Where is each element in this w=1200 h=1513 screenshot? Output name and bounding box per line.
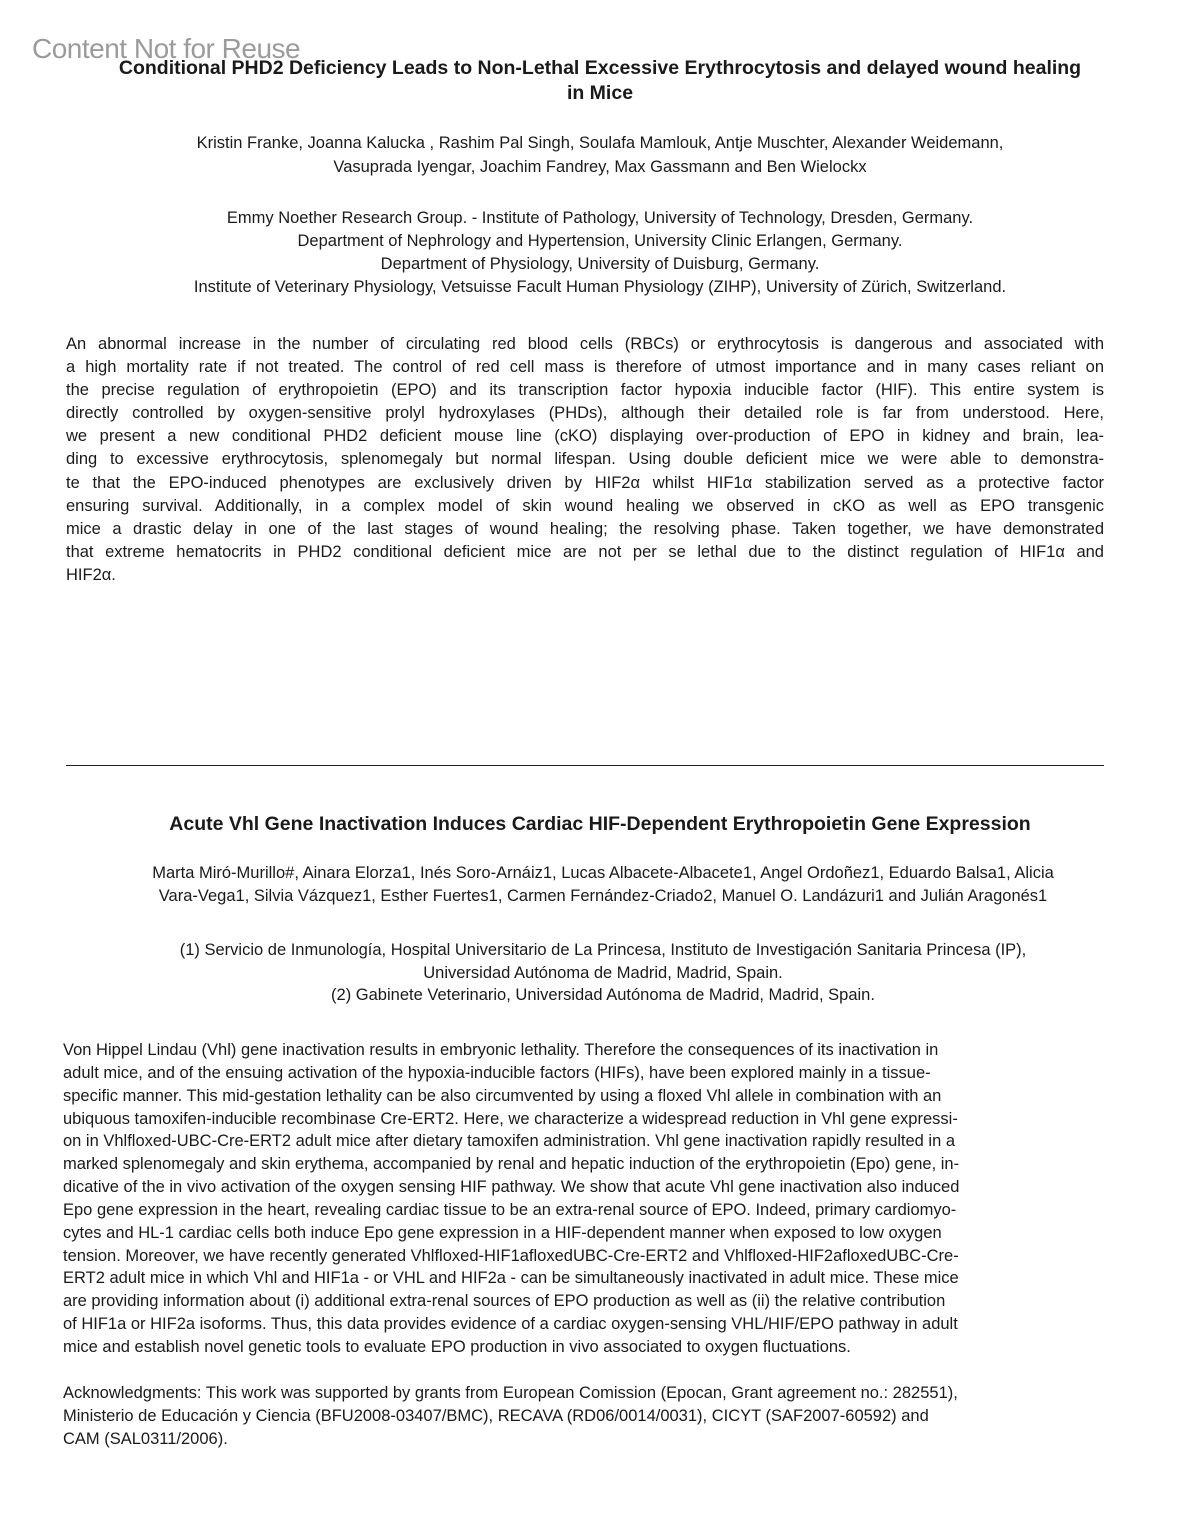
text-line: we present a new conditional PHD2 deficient mouse line (cKO) displaying over-production of EPO in kidney and brain, lea- bbox=[66, 427, 1104, 446]
text-line: Acute Vhl Gene Inactivation Induces Cardiac HIF-Dependent Erythropoietin Gene Expression bbox=[169, 813, 1031, 835]
section-divider bbox=[66, 765, 1104, 766]
text-line: mice a drastic delay in one of the last stages of wound healing; the resolving phase. Taken together, we have demonstrated bbox=[66, 519, 1104, 538]
text-line: adult mice, and of the ensuing activation of the hypoxia-inducible factors (HIFs), have been explored mainly in a tissue- bbox=[63, 1063, 931, 1082]
text-line: Ministerio de Educación y Ciencia (BFU2008-03407/BMC), RECAVA (RD06/0014/0031), CICYT (SAF2007-60592) and bbox=[63, 1407, 929, 1425]
abstract1-body bbox=[66, 333, 1104, 587]
text-line: ensuring survival. Additionally, in a complex model of skin wound healing we observed in cKO as well as EPO transgenic bbox=[66, 496, 1104, 515]
abstract1-affiliations bbox=[60, 207, 1140, 299]
text-line: Vara-Vega1, Silvia Vázquez1, Esther Fuertes1, Carmen Fernández-Criado2, Manuel O. Landázuri1 and Julián Aragonés1 bbox=[158, 887, 1048, 905]
text-line: mice and establish novel genetic tools to evaluate EPO production in vivo associated to oxygen fluctuations. bbox=[63, 1337, 851, 1356]
text-line: Vasuprada Iyengar, Joachim Fandrey, Max Gassmann and Ben Wielockx bbox=[333, 158, 867, 176]
text-line: Institute of Veterinary Physiology, Vetsuisse Facult Human Physiology (ZIHP), University of Zürich, Switzerland. bbox=[193, 278, 1007, 296]
text-line: Department of Nephrology and Hypertension, University Clinic Erlangen, Germany. bbox=[297, 232, 903, 250]
text-line: in Mice bbox=[566, 82, 634, 104]
text-line: are providing information about (i) additional extra-renal sources of EPO production as well as (ii) the relative contribution bbox=[63, 1292, 946, 1311]
text-line: te that the EPO-induced phenotypes are exclusively driven by HIF2α whilst HIF1α stabilization served as a protective factor bbox=[66, 473, 1104, 492]
text-line: Acknowledgments: This work was supported by grants from European Comission (Epocan, Grant agreement no.: 282551), bbox=[63, 1384, 958, 1402]
text-line: marked splenomegaly and skin erythema, accompanied by renal and hepatic induction of the erythropoietin (Epo) gene, in- bbox=[63, 1155, 960, 1174]
text-line: specific manner. This mid-gestation lethality can be also circumvented by using a floxed Vhl allele in combination with an bbox=[63, 1086, 942, 1105]
text-line: Kristin Franke, Joanna Kalucka , Rashim Pal Singh, Soulafa Mamlouk, Antje Muschter, Alexander Weidemann, bbox=[196, 134, 1004, 152]
text-line: on in Vhlfloxed-UBC-Cre-ERT2 adult mice after dietary tamoxifen administration. Vhl gene inactivation rapidly resulted in a bbox=[63, 1132, 956, 1151]
abstract2-body bbox=[63, 1039, 1108, 1359]
abstract2-authors bbox=[60, 862, 1146, 908]
abstract2-affiliations bbox=[60, 939, 1146, 1007]
text-line: HIF2α. bbox=[66, 565, 116, 584]
watermark: Content Not for Reuse bbox=[32, 33, 301, 64]
text-line: ding to excessive erythrocytosis, splenomegaly but normal lifespan. Using double deficient mice we were able to demonstra- bbox=[66, 450, 1104, 469]
text-line: of HIF1a or HIF2a isoforms. Thus, this data provides evidence of a cardiac oxygen-sensing VHL/HIF/EPO pathway in adult bbox=[63, 1315, 958, 1334]
text-line: CAM (SAL0311/2006). bbox=[63, 1430, 228, 1448]
text-line: (2) Gabinete Veterinario, Universidad Autónoma de Madrid, Madrid, Spain. bbox=[331, 986, 875, 1005]
text-line: ubiquous tamoxifen-inducible recombinase Cre-ERT2. Here, we characterize a widespread reduction in Vhl gene expressi- bbox=[63, 1109, 958, 1128]
text-line: a high mortality rate if not treated. The control of red cell mass is therefore of utmost importance and in many cases reliant on bbox=[66, 358, 1104, 377]
text-line: Marta Miró-Murillo#, Ainara Elorza1, Inés Soro-Arnáiz1, Lucas Albacete-Albacete1, Angel Ordoñez1, Eduardo Balsa1, Alicia bbox=[152, 864, 1054, 882]
text-line: Universidad Autónoma de Madrid, Madrid, Spain. bbox=[423, 963, 783, 982]
text-line: ERT2 adult mice in which Vhl and HIF1a - or VHL and HIF2a - can be simultaneously inactivated in adult mice. These mice bbox=[63, 1269, 959, 1288]
text-line: Von Hippel Lindau (Vhl) gene inactivation results in embryonic lethality. Therefore the consequences of its inactivation in bbox=[63, 1041, 939, 1059]
text-line: tension. Moreover, we have recently generated Vhlfloxed-HIF1afloxedUBC-Cre-ERT2 and Vhlfloxed-HIF2afloxedUBC-Cre- bbox=[63, 1246, 959, 1265]
text-line: An abnormal increase in the number of circulating red blood cells (RBCs) or erythrocytosis is dangerous and associated with bbox=[66, 335, 1104, 353]
text-line: Conditional PHD2 Deficiency Leads to Non-Lethal Excessive Erythrocytosis and delayed wound healing bbox=[118, 57, 1082, 79]
text-line: that extreme hematocrits in PHD2 conditional deficient mice are not per se lethal due to the distinct regulation of HIF1α and bbox=[66, 542, 1104, 561]
text-line: cytes and HL-1 cardiac cells both induce Epo gene expression in a HIF-dependent manner when exposed to low oxygen bbox=[63, 1223, 942, 1242]
abstract2-title bbox=[40, 812, 1160, 837]
text-line: Department of Physiology, University of Duisburg, Germany. bbox=[380, 255, 820, 273]
text-line: dicative of the in vivo activation of the oxygen sensing HIF pathway. We show that acute Vhl gene inactivation also induced bbox=[63, 1178, 960, 1197]
text-line: directly controlled by oxygen-sensitive prolyl hydroxylases (PHDs), although their detailed role is far from understood. Here, bbox=[66, 404, 1104, 423]
text-line: the precise regulation of erythropoietin (EPO) and its transcription factor hypoxia inducible factor (HIF). This entire system is bbox=[66, 381, 1104, 400]
abstract1-authors bbox=[60, 131, 1140, 179]
text-line: (1) Servicio de Inmunología, Hospital Universitario de La Princesa, Instituto de Investigación Sanitaria Princesa (IP), bbox=[179, 941, 1027, 959]
abstract2-acknowledgments bbox=[63, 1382, 1108, 1451]
text-line: Emmy Noether Research Group. - Institute of Pathology, University of Technology, Dresden, Germany. bbox=[226, 209, 974, 227]
text-line: Epo gene expression in the heart, revealing cardiac tissue to be an extra-renal source of EPO. Indeed, primary cardiomyo- bbox=[63, 1200, 957, 1219]
